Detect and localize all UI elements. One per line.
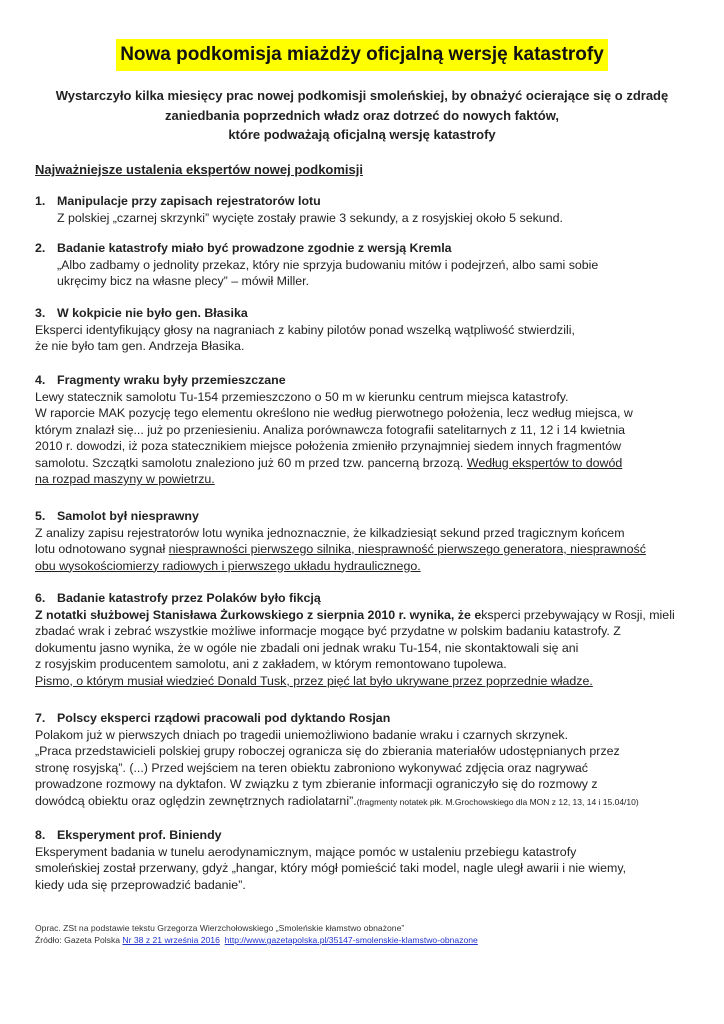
footer-source [35, 934, 478, 946]
finding-text-line [35, 541, 695, 558]
finding-item-3 [35, 305, 695, 355]
finding-number: 3. [35, 306, 46, 320]
finding-item-1 [35, 193, 695, 226]
footer [35, 922, 478, 946]
finding-strong-text: Z notatki służbowej Stanisława Żurkowskiego z sierpnia 2010 r. wynika, że e [35, 607, 482, 622]
finding-item-4 [35, 372, 695, 488]
finding-underlined-text: obu wysokościomierzy radiowych i pierwszego układu hydraulicznego. [35, 558, 421, 573]
finding-text-line [35, 455, 695, 472]
finding-heading [35, 193, 695, 210]
finding-heading [35, 305, 695, 322]
finding-text-line: 2010 r. dowodzi, iż poza statecznikiem miejsce położenia zmieniło przynajmniej siedem innych fragmentów [35, 439, 622, 453]
finding-text-line: Z polskiej „czarnej skrzynki” wycięte zostały prawie 3 sekundy, a z rosyjskiej około 5 sekund. [57, 210, 563, 225]
finding-text-line: Eksperci identyfikujący głosy na nagraniach z kabiny pilotów ponad wszelką wątpliwość stwierdzili, [35, 322, 575, 337]
footer-source-label: Źródło: Gazeta Polska [35, 935, 121, 945]
finding-heading [35, 827, 695, 844]
finding-text: samolotu. Szczątki samolotu znaleziono już 60 m przed tzw. pancerną brzozą. [35, 455, 464, 470]
finding-text-line: że nie było tam gen. Andrzeja Błasika. [35, 339, 245, 353]
finding-title: Fragmenty wraku były przemieszczane [57, 373, 286, 387]
finding-title: Badanie katastrofy miało być prowadzone zgodnie z wersją Kremla [57, 241, 452, 255]
finding-title: Samolot był niesprawny [57, 509, 199, 523]
finding-text-line: Lewy statecznik samolotu Tu-154 przemieszczono o 50 m w kierunku centrum miejsca katastrofy. [35, 389, 569, 404]
finding-title: Eksperyment prof. Biniendy [57, 828, 222, 842]
finding-text-line: „Praca przedstawicieli polskiej grupy roboczej ogranicza się do zbierania materiałów udostępnianych przez [35, 744, 620, 758]
finding-item-2 [35, 240, 695, 290]
finding-title: W kokpicie nie było gen. Błasika [57, 306, 248, 320]
finding-text: dowódcą obiektu oraz oględzin zewnętrznych radiolatarni”. [35, 793, 357, 808]
page-title: Nowa podkomisja miażdży oficjalną wersję katastrofy [116, 39, 608, 71]
finding-text-line: zbadać wrak i zebrać wszystkie możliwe informacje mogące być przydatne w polskim badaniu katastrofy. Z [35, 624, 621, 638]
finding-text-line: Polakom już w pierwszych dniach po tragedii uniemożliwiono badanie wraku i czarnych skrzynek. [35, 727, 569, 742]
finding-underlined-text: Pismo, o którym musiał wiedzieć Donald Tusk, przez pięć lat było ukrywane przez poprzednie władze. [35, 673, 593, 688]
finding-text-line: z rosyjskim producentem samolotu, ani z zakładem, w którym remontowano tupolewa. [35, 657, 507, 671]
finding-text-line: którym znalazł się... już po przeniesieniu. Analiza porównawcza fotografii satelitarnych z 11, 12 i 14 kwietnia [35, 422, 626, 437]
lead-line: Wystarczyło kilka miesięcy prac nowej podkomisji smoleńskiej, by obnażyć ocierające się o zdradę [55, 88, 669, 103]
finding-heading [35, 372, 695, 389]
finding-text-line: stronę rosyjską”. (...) Przed wejściem na teren obiektu zabroniono wykonywać zdjęcia oraz nagrywać [35, 760, 588, 775]
finding-item-5 [35, 508, 695, 574]
finding-text-line: prowadzone rozmowy na dyktafon. W związku z tym zbieranie informacji ograniczyło się do rozmowy z [35, 777, 598, 791]
finding-text-line: dokumentu jasno wynika, że w ogóle nie zbadali oni jednak wraku Tu-154, nie skontaktowali się ani [35, 640, 579, 655]
finding-title: Badanie katastrofy przez Polaków było fikcją [57, 591, 321, 605]
finding-text-line: smoleńskiej został przerwany, gdyż „hangar, który mógł pomieścić taki model, nagle uległ awarii i nie wiemy, [35, 861, 627, 875]
finding-title: Manipulacje przy zapisach rejestratorów lotu [57, 194, 321, 208]
finding-heading [35, 590, 695, 607]
finding-text-line: „Albo zadbamy o jednolity przekaz, który nie sprzyja budowaniu mitów i podejrzeń, albo sami sobie [57, 257, 599, 272]
finding-text-line [35, 793, 695, 811]
finding-text-line: ukręcimy bicz na własne plecy” – mówił Miller. [57, 274, 310, 288]
finding-underlined-text: niesprawności pierwszego silnika, niesprawność pierwszego generatora, niesprawność [168, 542, 646, 556]
finding-number: 7. [35, 711, 46, 725]
finding-text-line: Z analizy zapisu rejestratorów lotu wynika jednoznacznie, że kilkadziesiąt sekund przed tragicznym końcem [35, 525, 625, 540]
lead-paragraph [30, 86, 694, 145]
finding-number: 2. [35, 241, 46, 255]
finding-number: 8. [35, 828, 46, 842]
finding-text-line: kiedy uda się przeprowadzić badanie”. [35, 877, 246, 892]
finding-number: 4. [35, 373, 46, 387]
finding-item-7 [35, 710, 695, 810]
finding-text: lotu odnotowano sygnał [35, 542, 166, 556]
finding-item-8 [35, 827, 695, 893]
finding-heading [35, 240, 695, 257]
footer-credit: Oprac. ZSt na podstawie tekstu Grzegorza Wierzchołowskiego „Smoleńskie kłamstwo obnażone” [35, 923, 405, 933]
finding-text-line [35, 607, 695, 624]
finding-heading [35, 508, 695, 525]
finding-title: Polscy eksperci rządowi pracowali pod dyktando Rosjan [57, 711, 391, 725]
finding-text-line: Eksperyment badania w tunelu aerodynamicznym, mające pomóc w ustaleniu przebiegu katastrofy [35, 844, 577, 859]
finding-number: 6. [35, 591, 46, 605]
article-url-link[interactable]: http://www.gazetapolska.pl/35147-smolenskie-klamstwo-obnazone [224, 935, 478, 945]
lead-line: zaniedbania poprzednich władz oraz dotrzeć do nowych faktów, [165, 107, 559, 123]
finding-number: 5. [35, 509, 46, 523]
finding-underlined-text: Według ekspertów to dowód [466, 455, 623, 470]
finding-note: (fragmenty notatek płk. M.Grochowskiego dla MON z 12, 13, 14 i 15.04/10) [356, 796, 639, 807]
issue-link[interactable]: Nr 38 z 21 września 2016 [122, 935, 220, 945]
finding-underlined-text: na rozpad maszyny w powietrzu. [35, 472, 215, 486]
finding-text-line: W raporcie MAK pozycję tego elementu określono nie według pierwotnego położenia, lecz według miejsca, w [35, 406, 633, 420]
finding-text: ksperci przebywający w Rosji, mieli [481, 607, 675, 622]
title-wrap [0, 39, 724, 71]
finding-number: 1. [35, 194, 46, 208]
finding-heading [35, 710, 695, 727]
section-heading: Najważniejsze ustalenia ekspertów nowej podkomisji [35, 162, 363, 177]
finding-item-6 [35, 590, 695, 689]
lead-line: które podważają oficjalną wersję katastrofy [228, 127, 496, 142]
